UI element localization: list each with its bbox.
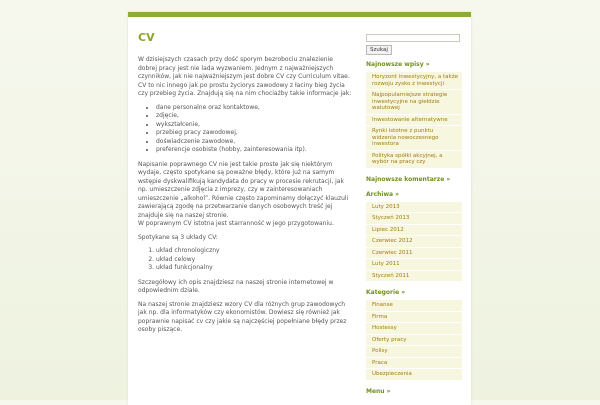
- comments-section: [366, 176, 462, 183]
- recent-posts-list: [366, 72, 462, 168]
- categories-list: [366, 300, 462, 380]
- category-link[interactable]: Hostessy: [366, 323, 462, 334]
- category-link[interactable]: Praca: [366, 358, 462, 369]
- post-paragraph-5: Na naszej stronie znajdziesz wzory CV dla różnych grup zawodowych jak np. dla informatyków czy ekonomistów. Dowiesz się również jak poprawnie napisać cv czy jakie są najczęściej popełniane błędy przez osoby piszące.: [138, 300, 347, 333]
- archive-heading: Archiwa »: [366, 190, 400, 198]
- search-input[interactable]: [366, 34, 460, 42]
- sidebar: [366, 34, 462, 403]
- list-item: 3. układ funkcjonalny: [156, 264, 353, 273]
- post-content: [138, 32, 353, 340]
- archive-link[interactable]: Styczeń 2013: [366, 213, 462, 224]
- category-link[interactable]: Firma: [366, 312, 462, 323]
- recent-posts-heading: Najnowsze wpisy »: [366, 61, 430, 68]
- list-item: 2. układ celowy: [156, 256, 353, 265]
- comments-heading: Najnowsze komentarze »: [366, 175, 451, 183]
- categories-heading: Kategorie »: [366, 289, 406, 296]
- menu-section: [366, 388, 462, 395]
- archive-link[interactable]: Luty 2013: [366, 202, 462, 213]
- post-paragraph-4: Szczegółowy ich opis znajdziesz na naszej stronie internetowej w odpowiednim dziale.: [138, 278, 334, 294]
- info-list: [138, 104, 353, 155]
- post-paragraph-2-text: Napisanie poprawnego CV nie jest takie proste jak się niektórym wydaje, często spotykane są poważne błędy, które już na samym wstępie dyskwalifikują kandydata do pracy w procesie rekrutacji, jak np. umieszczenie zdjęcia z imprezy, czy w zainteresowaniach umieszczenie „alkohol”. Równie często zapominamy dołączyć klauzuli zawierającą zgodę na przetwarzanie danych osobowych treść jej znajduje się na naszej stronie.: [138, 160, 349, 219]
- post-paragraph-2b-text: W poprawnym CV istotna jest starranność w jego przygotowaniu.: [138, 220, 334, 227]
- post-paragraph-2: [138, 161, 353, 229]
- list-item: • wykształcenie,: [156, 121, 353, 130]
- recent-post-link[interactable]: Najpopularniejsze strategie inwestycyjne na giełdzie walutowej: [366, 90, 462, 114]
- archive-link[interactable]: Luty 2011: [366, 259, 462, 270]
- archive-link[interactable]: Czerwiec 2011: [366, 248, 462, 259]
- list-item: • dane personalne oraz kontaktowe,: [156, 104, 353, 113]
- archive-list: [366, 202, 462, 282]
- recent-post-link[interactable]: Horyzont inwestycyjny, a także rozwoju zysko z inwestycji: [366, 72, 462, 89]
- categories-section: [366, 289, 462, 380]
- list-item: • przebieg pracy zawodowej,: [156, 129, 353, 138]
- page-container: [128, 12, 471, 405]
- menu-heading: Menu »: [366, 387, 391, 395]
- category-link[interactable]: Finanse: [366, 300, 462, 311]
- list-item: • zdjęcie,: [156, 112, 353, 121]
- recent-post-link[interactable]: Inwestowanie alternatywne: [366, 115, 462, 126]
- search-form: [366, 34, 462, 55]
- recent-posts-section: [366, 61, 462, 168]
- archive-link[interactable]: Lipiec 2012: [366, 225, 462, 236]
- layout-list: [138, 247, 353, 273]
- archive-link[interactable]: Czerwiec 2012: [366, 236, 462, 247]
- list-item: • preferencje osobiste (hobby, zainteresowania itp).: [156, 146, 353, 155]
- list-item: 1. układ chronologiczny: [156, 247, 353, 256]
- recent-post-link[interactable]: Rynki istotne z punktu widzenia nowoczesnego inwestora: [366, 126, 462, 150]
- category-link[interactable]: Ubezpieczenia: [366, 369, 462, 380]
- list-item: • doświadczenie zawodowe,: [156, 138, 353, 147]
- search-button[interactable]: Szukaj: [366, 45, 392, 55]
- archive-link[interactable]: Styczeń 2011: [366, 271, 462, 282]
- category-link[interactable]: Oferty pracy: [366, 335, 462, 346]
- post-paragraph-1: W dzisiejszych czasach przy dość sporym bezrobociu znalezienie dobrej pracy jest nie lada wyzwaniem. Jednym z najważniejszych czynników, jak nie najważniejszym jest dobre CV czy Curriculum vitae. CV to nic innego jak po prostu życiorys zawodowy z łaciny bieg życia czy przebieg życia. Znajdują się na nim chociażby takie informacje jak:: [138, 56, 352, 97]
- category-link[interactable]: Polisy: [366, 346, 462, 357]
- page-title[interactable]: CV: [138, 31, 155, 44]
- post-paragraph-3: Spotykane są 3 układy CV:: [138, 233, 218, 241]
- archive-section: [366, 191, 462, 282]
- recent-post-link[interactable]: Polityka spółki akcyjnej, a wybór na pracy czy: [366, 151, 462, 168]
